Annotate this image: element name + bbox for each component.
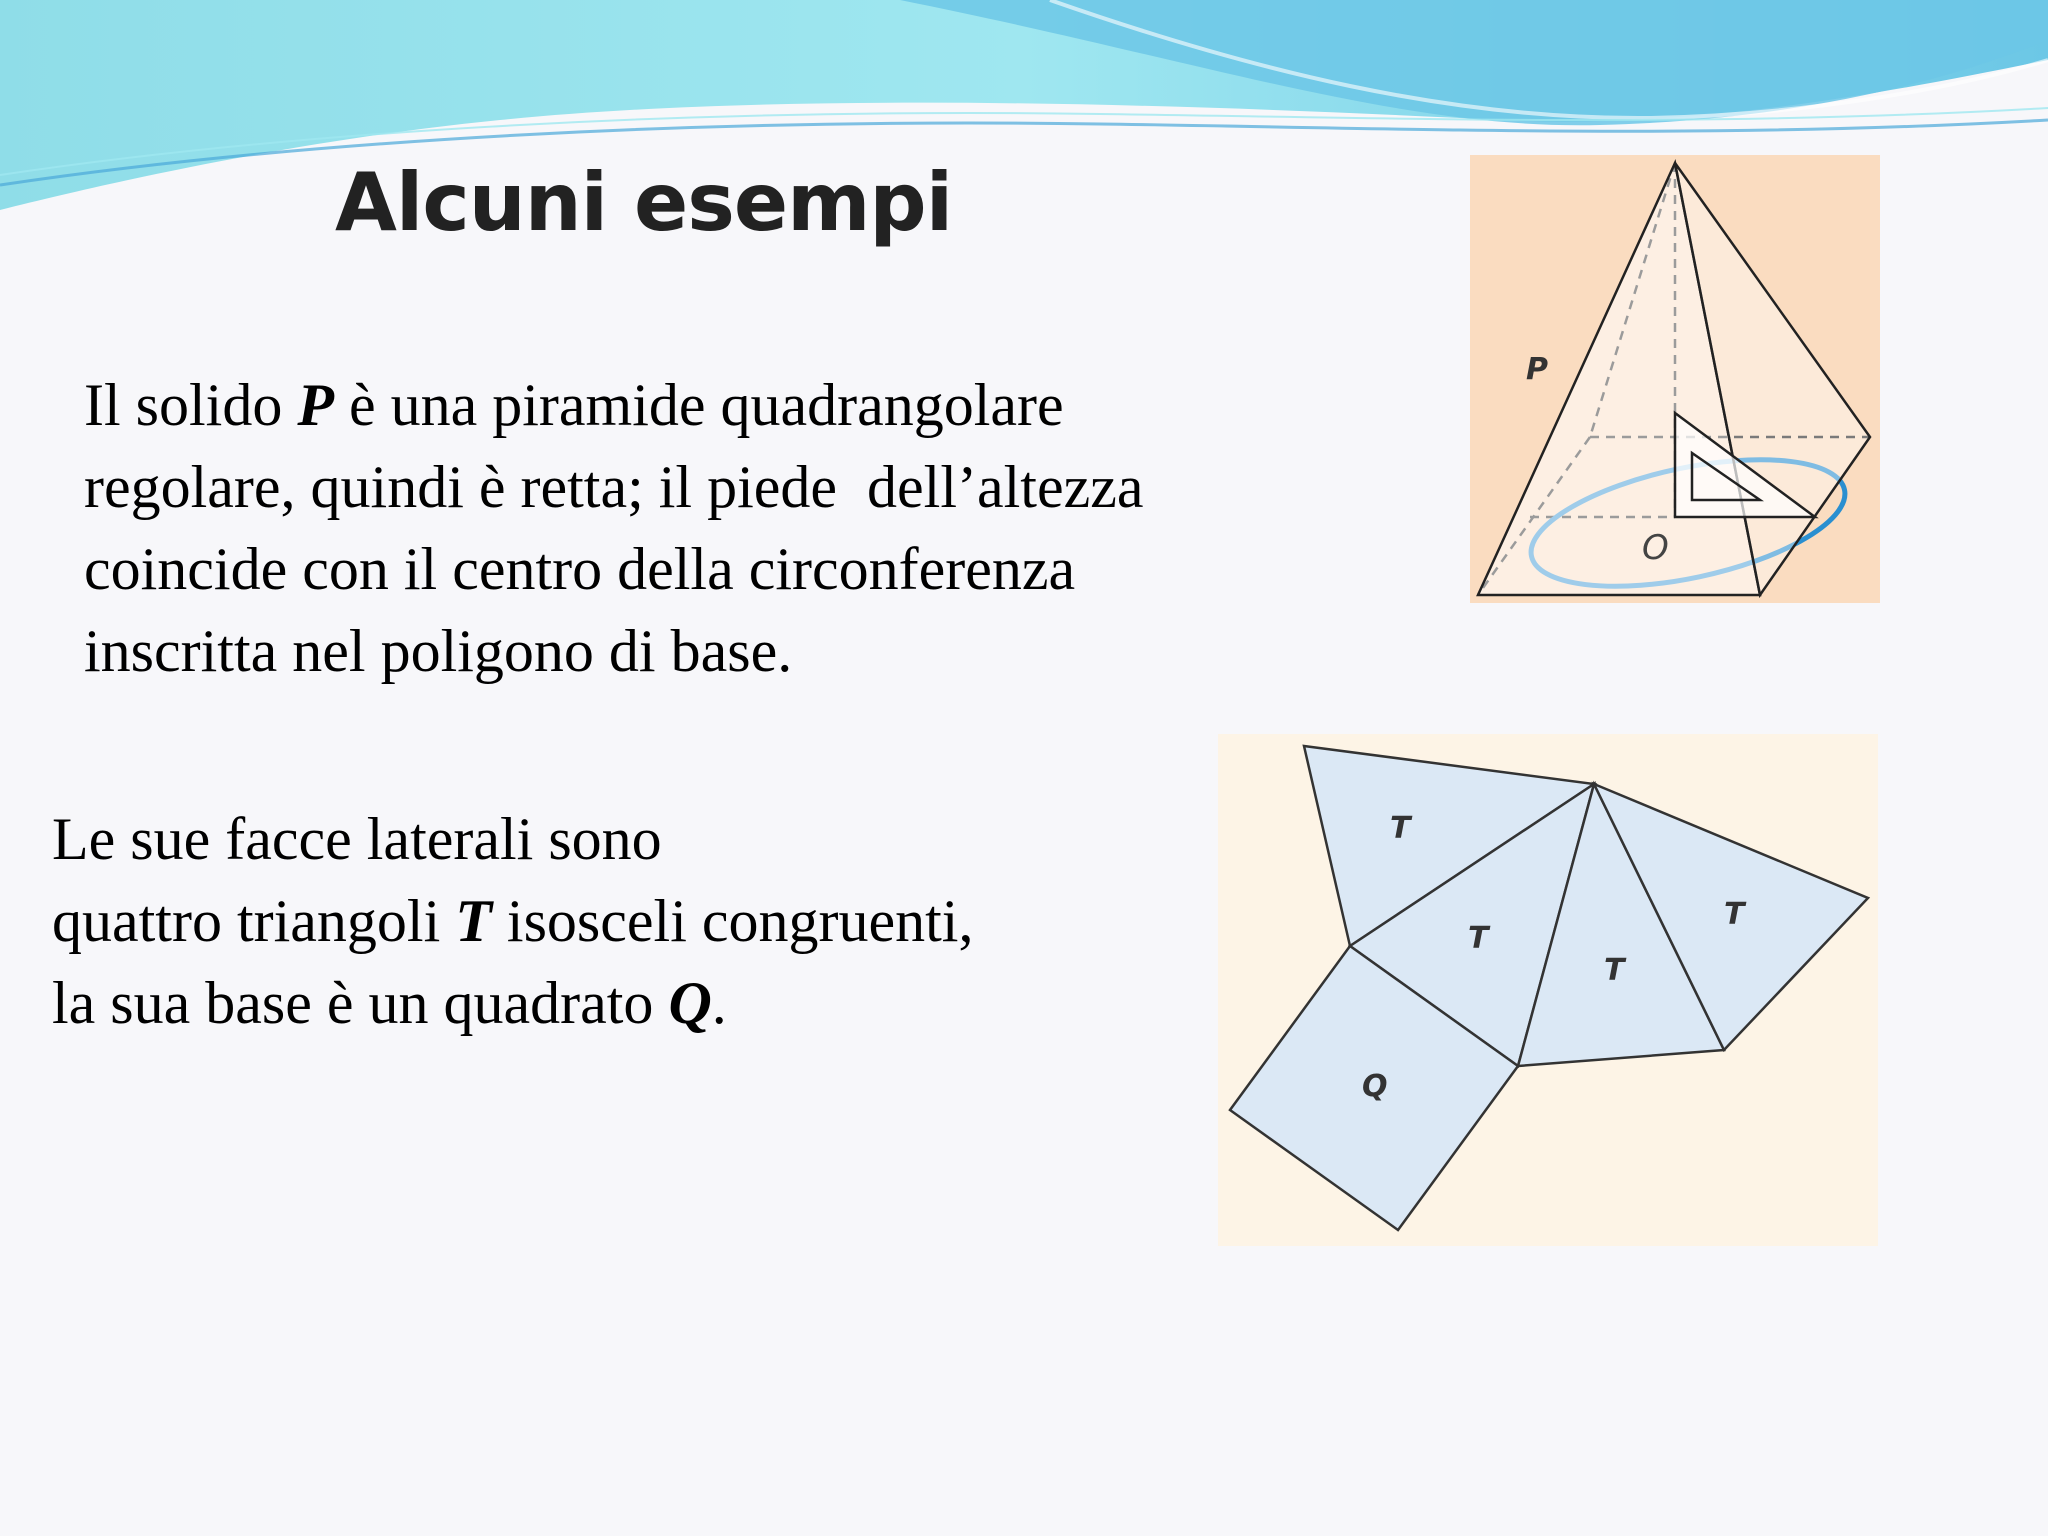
net-label-t: T (1604, 953, 1625, 988)
text-run: . (711, 970, 727, 1036)
text-run: Le sue facce laterali sono (52, 806, 662, 872)
net-label-t: T (1390, 811, 1411, 846)
paragraph-line (84, 364, 1404, 446)
paragraph-line (84, 528, 1404, 610)
pyramid-figure (1470, 155, 1880, 603)
text-run: la sua base è un quadrato (52, 970, 669, 1036)
paragraph-line (84, 446, 1404, 528)
text-run: quattro triangoli (52, 888, 456, 954)
text-run: coincide con il centro della circonferenza (84, 536, 1076, 602)
net-label-t: T (1724, 897, 1745, 932)
pyramid-net-figure (1218, 734, 1878, 1246)
text-run: inscritta nel poligono di base. (84, 618, 793, 684)
paragraph-line (52, 962, 1252, 1044)
net-label-q: Q (1362, 1069, 1388, 1104)
emphasized-symbol: Q (668, 970, 712, 1036)
paragraph-line (52, 880, 1252, 962)
paragraph-line (52, 798, 1252, 880)
paragraph-line (84, 610, 1404, 692)
text-run: è una piramide quadrangolare (334, 372, 1064, 438)
slide-title: Alcuni esempi (335, 156, 953, 249)
emphasized-symbol: T (455, 888, 492, 954)
text-run: isosceli congruenti, (491, 888, 974, 954)
text-run: regolare, quindi è retta; il piede dell’altezza (84, 454, 1144, 520)
pyramid-label-o: O (1642, 528, 1669, 568)
emphasized-symbol: P (297, 372, 334, 438)
paragraph-pyramid-description (84, 364, 1404, 692)
pyramid-label-p: P (1526, 352, 1548, 387)
net-label-t: T (1468, 921, 1489, 956)
paragraph-faces-description (52, 798, 1252, 1044)
text-run: Il solido (84, 372, 298, 438)
